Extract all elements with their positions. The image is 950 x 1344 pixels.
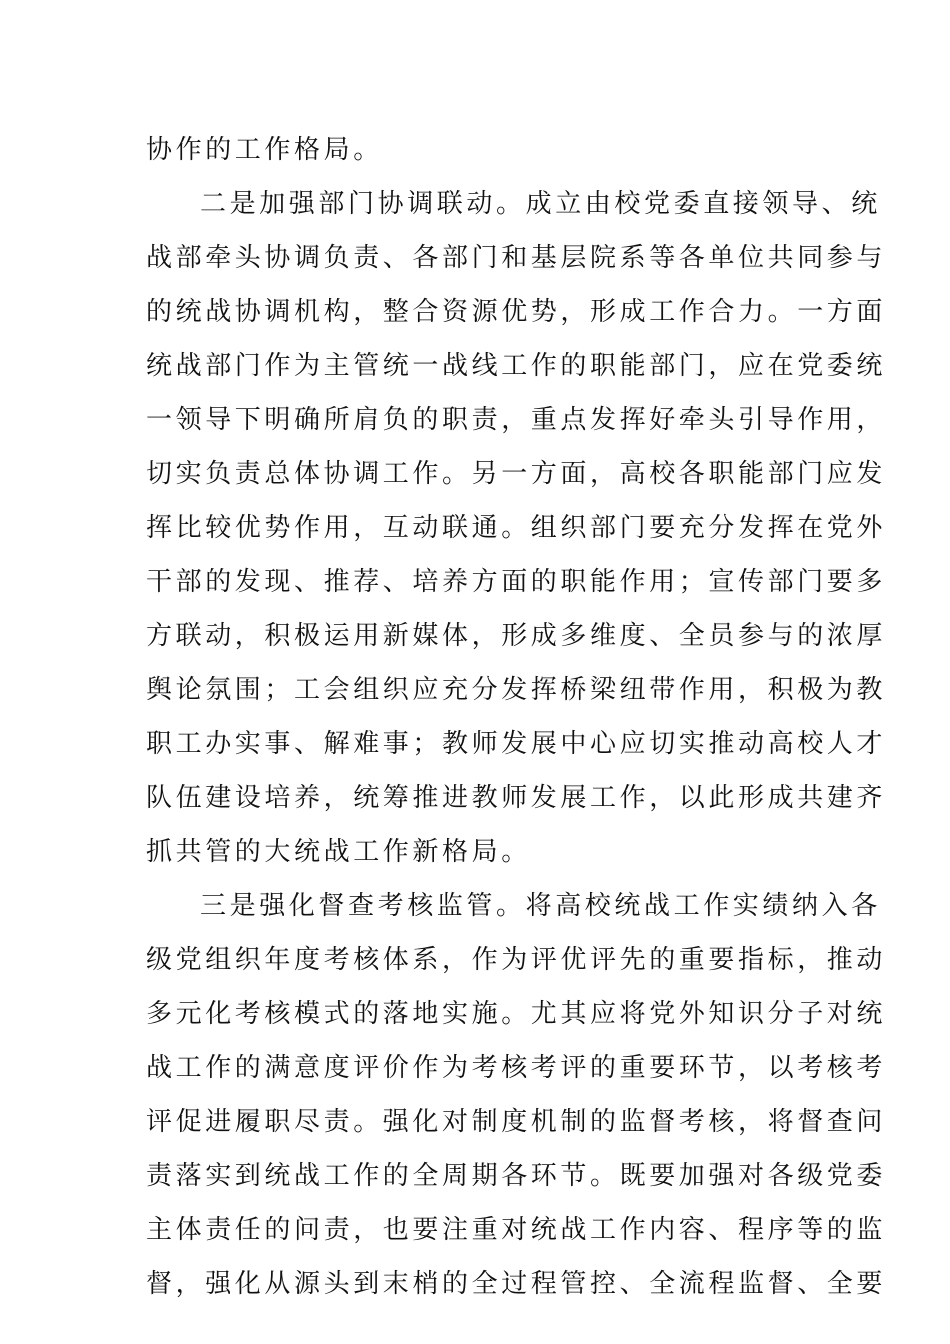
text-line: 统战部门作为主管统一战线工作的职能部门，应在党委统: [146, 351, 887, 381]
paragraph-start-line: 二是加强部门协调联动。成立由校党委直接领导、统: [200, 189, 881, 219]
text-line: 责落实到统战工作的全周期各环节。既要加强对各级党委: [146, 1161, 887, 1191]
text-line: 评促进履职尽责。强化对制度机制的监督考核，将督查问: [146, 1107, 887, 1137]
text-line: 职工办实事、解难事；教师发展中心应切实推动高校人才: [146, 729, 887, 759]
text-line: 抓共管的大统战工作新格局。: [146, 837, 531, 867]
text-line: 一领导下明确所肩负的职责，重点发挥好牵头引导作用，: [146, 405, 887, 435]
text-line: 队伍建设培养，统筹推进教师发展工作，以此形成共建齐: [146, 783, 887, 813]
text-line: 多元化考核模式的落地实施。尤其应将党外知识分子对统: [146, 999, 887, 1029]
text-line: 战工作的满意度评价作为考核考评的重要环节，以考核考: [146, 1053, 887, 1083]
paragraph-start-line: 三是强化督查考核监管。将高校统战工作实绩纳入各: [200, 891, 881, 921]
text-line: 战部牵头协调负责、各部门和基层院系等各单位共同参与: [146, 243, 887, 273]
text-line: 协作的工作格局。: [146, 135, 383, 165]
text-line: 干部的发现、推荐、培养方面的职能作用；宣传部门要多: [146, 567, 887, 597]
text-line: 级党组织年度考核体系，作为评优评先的重要指标，推动: [146, 945, 887, 975]
text-line: 挥比较优势作用，互动联通。组织部门要充分发挥在党外: [146, 513, 887, 543]
text-line: 舆论氛围；工会组织应充分发挥桥梁纽带作用，积极为教: [146, 675, 887, 705]
text-line: 切实负责总体协调工作。另一方面，高校各职能部门应发: [146, 459, 887, 489]
text-line: 的统战协调机构，整合资源优势，形成工作合力。一方面: [146, 297, 887, 327]
text-line: 督，强化从源头到末梢的全过程管控、全流程监督、全要: [146, 1269, 887, 1299]
text-line: 方联动，积极运用新媒体，形成多维度、全员参与的浓厚: [146, 621, 887, 651]
text-line: 主体责任的问责，也要注重对统战工作内容、程序等的监: [146, 1215, 887, 1245]
document-body: [146, 123, 887, 1311]
